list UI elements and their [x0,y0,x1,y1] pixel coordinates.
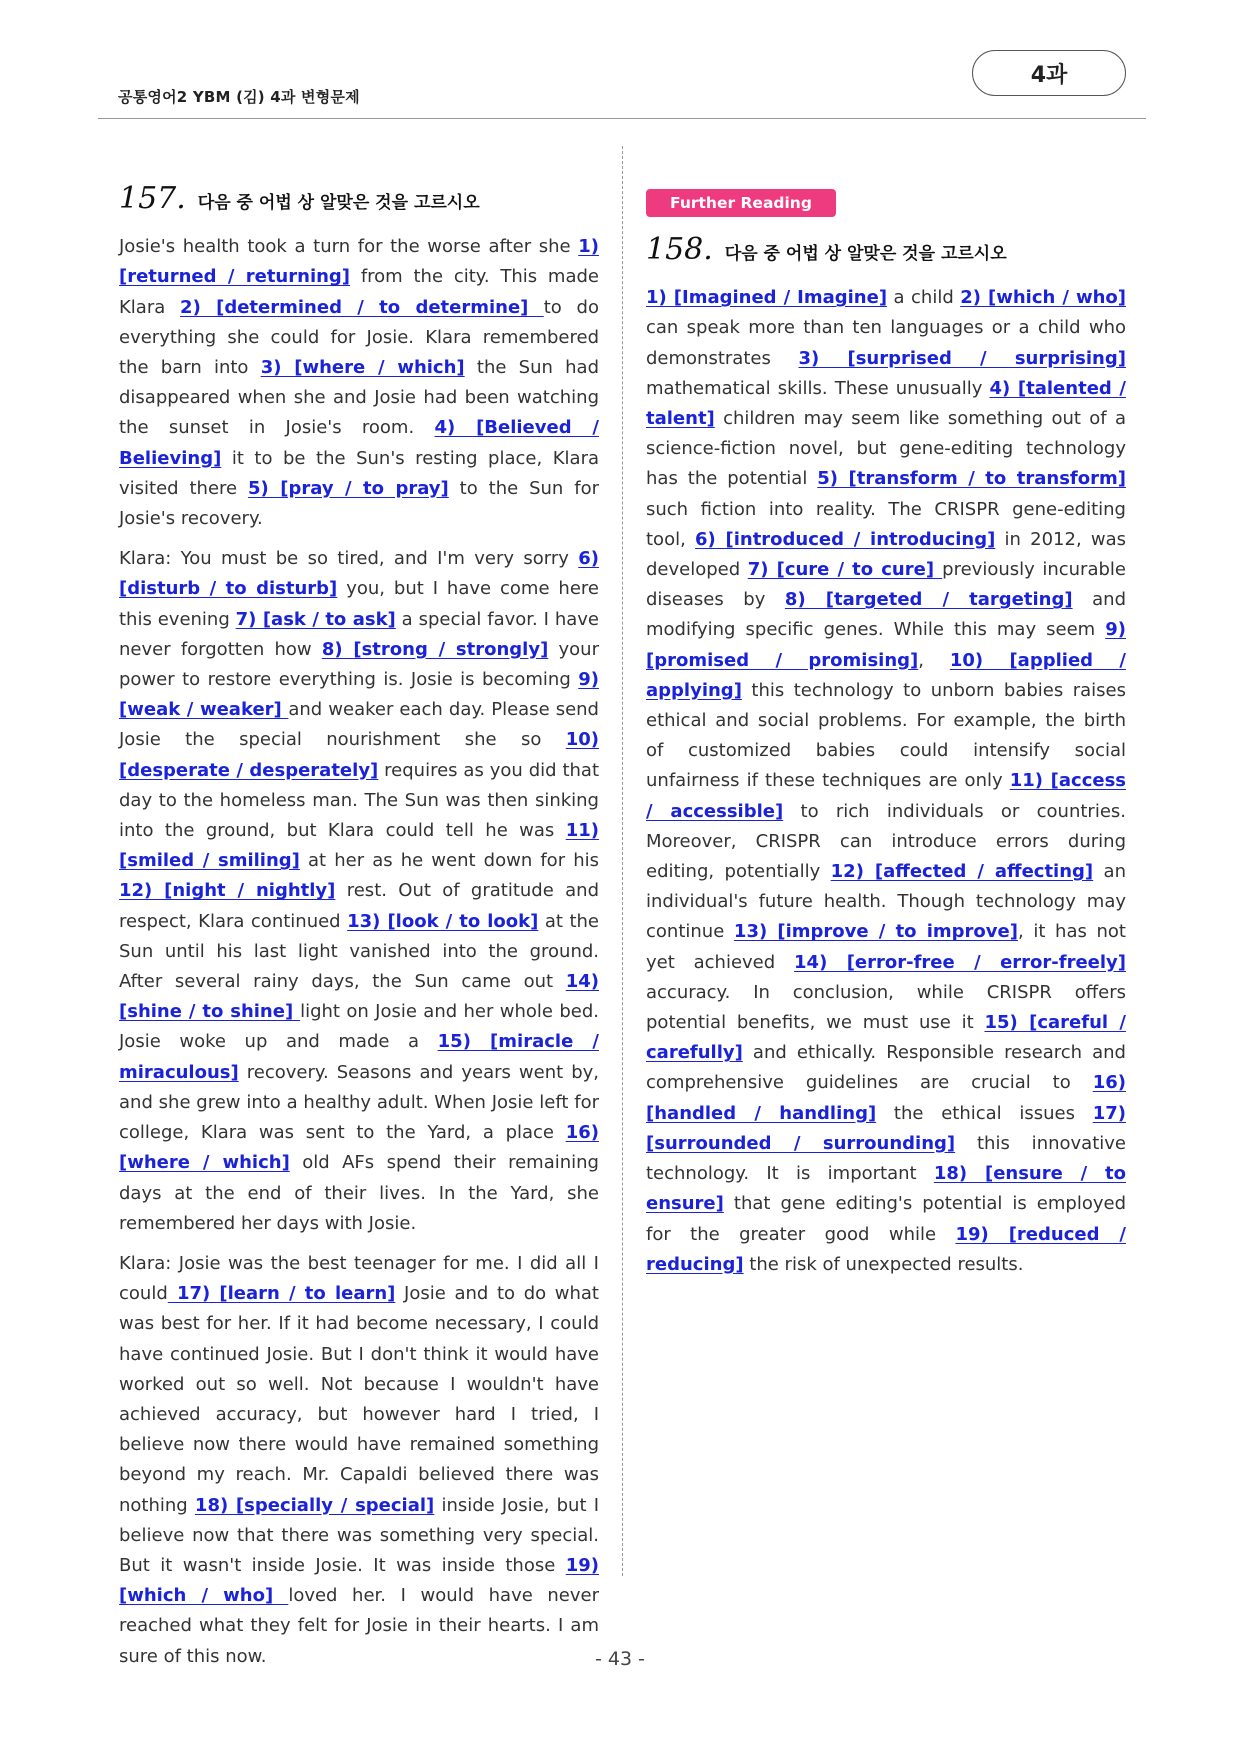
q158-choice-3[interactable]: 3) [surprised / surprising] [798,347,1126,369]
q158-choice-1[interactable]: 1) [Imagined / Imagine] [646,287,888,309]
document-header-title: 공통영어2 YBM (김) 4과 변형문제 [118,88,360,106]
q157-choice-19[interactable]: 19) [which / who] [119,1554,599,1607]
q158-choice-12[interactable]: 12) [affected / affecting] [830,861,1094,883]
q158-text: that gene editing's potential is employed for the greater good while [646,1193,1126,1245]
question-157-number: 157. [119,181,186,216]
lesson-badge: 4과 [972,50,1126,96]
q158-text: can speak more than ten languages or a child who demonstrates [646,317,1126,369]
q157-text: inside Josie, but I believe now that there was something very special. But it wasn't inside Josie. It was inside those [119,1494,600,1576]
q158-text: the risk of unexpected results. [743,1253,1024,1275]
q157-text: from the city. This made Klara [119,266,599,318]
q157-paragraph-3 [119,1249,599,1672]
q158-text: a child [887,287,961,309]
q158-text: children may seem like something out of a science-fiction novel, but gene-editing technology has the potential [646,408,1126,490]
q157-choice-9[interactable]: 9) [weak / weaker] [119,669,599,721]
page-number: - 43 - [595,1648,645,1670]
q157-text: loved her. I would have never reached what they felt for Josie in their hearts. I am sure of this now. [119,1585,599,1667]
question-158-instruction: 다음 중 어법 상 알맞은 것을 고르시오 [724,244,1007,264]
q158-text: , [918,649,950,671]
q158-choice-13[interactable]: 13) [improve / to improve] [733,921,1018,943]
further-reading-badge: Further Reading [646,189,836,217]
column-divider [622,146,623,1576]
q158-text: previously incurable diseases by [646,559,1126,611]
q157-choice-2[interactable]: 2) [determined / to determine] [180,296,544,318]
q157-choice-17[interactable]: 17) [learn / to learn] [167,1283,396,1305]
q158-text: mathematical skills. These unusually [646,377,990,399]
q157-text: you, but I have come here this evening [119,578,599,630]
q157-choice-10[interactable]: 10) [desperate / desperately] [119,729,599,781]
q158-choice-9[interactable]: 9) [promised / promising] [646,619,1126,671]
question-157-instruction: 다음 중 어법 상 알맞은 것을 고르시오 [197,193,480,213]
q157-choice-12[interactable]: 12) [night / nightly] [119,880,336,902]
question-158-heading [646,232,1126,269]
q157-text: to the Sun for Josie's recovery. [119,477,599,530]
q157-choice-18[interactable]: 18) [specially / special] [194,1494,435,1516]
q158-choice-2[interactable]: 2) [which / who] [960,287,1126,309]
question-157 [119,181,600,1682]
q157-choice-3[interactable]: 3) [where / which] [260,357,465,379]
q158-text: such fiction into reality. The CRISPR gene-editing tool, [646,498,1126,550]
question-158 [646,188,1126,1290]
q157-text: to do everything she could for Josie. Klara remembered the barn into [119,296,599,379]
q158-text: this technology to unborn babies raises ethical and social problems. For example, the birth of customized babies could intensify social unfairness if these techniques are only [646,679,1126,792]
q157-text: your power to restore everything is. Josie is becoming [119,638,599,691]
q157-choice-11[interactable]: 11) [smiled / smiling] [119,820,599,872]
q158-choice-10[interactable]: 10) [applied / applying] [646,649,1126,701]
q158-choice-18[interactable]: 18) [ensure / to ensure] [646,1163,1127,1215]
q158-choice-11[interactable]: 11) [access / accessible] [646,770,1126,822]
q158-text: and ethically. Responsible research and comprehensive guidelines are crucial to [646,1042,1126,1094]
q158-choice-14[interactable]: 14) [error-free / error-freely] [794,951,1126,973]
q157-choice-14[interactable]: 14) [shine / to shine] [119,971,599,1023]
header-divider [98,118,1146,119]
q157-text: Josie and to do what was best for her. If it had become necessary, I could have continued Josie. But I don't think it would have worked out so well. Not because I wouldn't have achieved accuracy, but however hard I tried, I believe now there would have remained something beyond my reach. Mr. Capaldi believed there was nothing [119,1283,599,1516]
q157-text: a special favor. I have never forgotten how [119,608,599,660]
q158-paragraph-1 [646,283,1126,1280]
q157-choice-13[interactable]: 13) [look / to look] [347,910,539,932]
q157-paragraph-2 [119,544,599,1239]
q157-choice-5[interactable]: 5) [pray / to pray] [248,477,449,499]
q157-choice-1[interactable]: 1) [returned / returning] [119,236,599,288]
q158-text: to rich individuals or countries. Moreover, CRISPR can introduce errors during editing, potentially [646,800,1126,883]
q157-text: Klara: You must be so tired, and I'm very sorry [119,548,579,570]
q158-text: accuracy. In conclusion, while CRISPR offers potential benefits, we must use it [646,981,1126,1034]
q158-choice-17[interactable]: 17) [surrounded / surrounding] [646,1102,1127,1154]
q157-text: the Sun had disappeared when she and Josie had been watching the sunset in Josie's room. [119,357,600,439]
q158-choice-4[interactable]: 4) [talented / talent] [646,377,1126,430]
q157-text: light on Josie and her whole bed. Josie woke up and made a [119,1001,599,1053]
q157-text: and weaker each day. Please send Josie the special nourishment she so [119,699,599,751]
q158-choice-6[interactable]: 6) [introduced / introducing] [695,528,996,550]
q157-choice-16[interactable]: 16) [where / which] [119,1122,599,1174]
q157-text: Josie's health took a turn for the worse after she [119,236,579,258]
q157-paragraph-1 [119,232,599,534]
q158-text: this innovative technology. It is important [646,1132,1126,1185]
q158-choice-5[interactable]: 5) [transform / to transform] [817,468,1126,490]
q158-text: an individual's future health. Though technology may continue [646,861,1126,943]
q158-choice-15[interactable]: 15) [careful / carefully] [646,1012,1127,1064]
question-157-heading [119,181,599,218]
q157-choice-6[interactable]: 6) [disturb / to disturb] [119,548,599,600]
q157-choice-7[interactable]: 7) [ask / to ask] [235,608,396,630]
q158-choice-19[interactable]: 19) [reduced / reducing] [646,1223,1126,1275]
q158-choice-7[interactable]: 7) [cure / to cure] [747,559,943,581]
q158-text: the ethical issues [876,1102,1093,1124]
q157-choice-8[interactable]: 8) [strong / strongly] [321,638,549,660]
q157-text: at her as he went down for his [299,850,599,872]
q157-text: requires as you did that day to the homeless man. The Sun was then sinking into the ground, but Klara could tell he was [119,759,599,842]
question-158-number: 158. [646,232,713,267]
q158-text: and modifying specific genes. While this may seem [646,589,1127,641]
q157-choice-15[interactable]: 15) [miracle / miraculous] [119,1031,599,1083]
q157-text: rest. Out of gratitude and respect, Klara continued [119,880,599,932]
q157-text: Klara: Josie was the best teenager for me. I did all I could [119,1252,599,1305]
q158-text: in 2012, was developed [646,528,1126,581]
q157-text: recovery. Seasons and years went by, and she grew into a healthy adult. When Josie left for college, Klara was sent to the Yard, a place [119,1061,599,1144]
q157-choice-4[interactable]: 4) [Believed / Believing] [119,417,600,469]
q158-choice-16[interactable]: 16) [handled / handling] [646,1072,1126,1124]
q157-text: at the Sun until his last light vanished into the ground. After several rainy days, the Sun came out [119,910,600,993]
q157-text: it to be the Sun's resting place, Klara visited there [119,447,599,499]
q158-choice-8[interactable]: 8) [targeted / targeting] [784,589,1073,611]
q157-text: old AFs spend their remaining days at the end of their lives. In the Yard, she remembered her days with Josie. [119,1152,599,1234]
q158-text: , it has not yet achieved [646,921,1126,973]
